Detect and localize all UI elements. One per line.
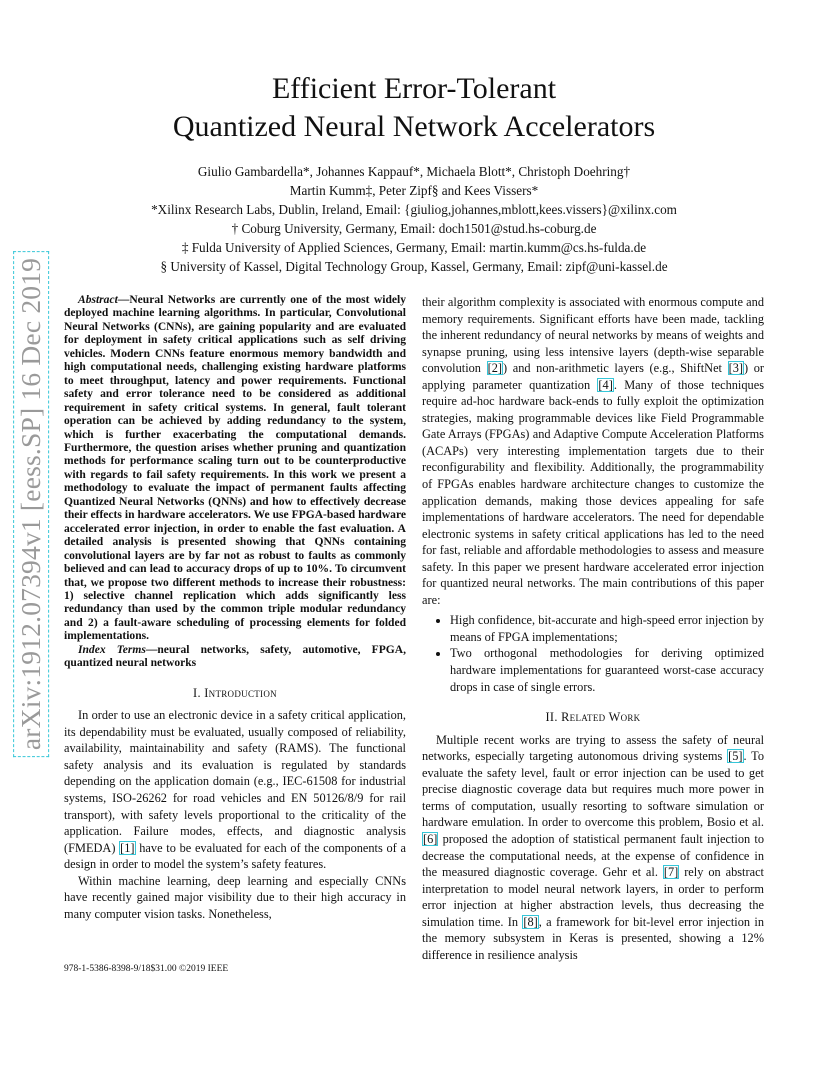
affiliation-4: § University of Kassel, Digital Technology Group, Kassel, Germany, Email: zipf@uni-kassel.de [160, 259, 668, 274]
section-heading-introduction [64, 685, 406, 702]
list-item: • Two orthogonal methodologies for deriving optimized hardware implementations for guaranteed worst-case accuracy drops in case of single errors. [450, 645, 764, 695]
arxiv-stamp-text[interactable]: arXiv:1912.07394v1 [eess.SP] 16 Dec 2019 [13, 251, 49, 757]
citation-link[interactable]: [7] [663, 865, 679, 880]
text-run: have to be evaluated for each of the components of a design in order to model the system’s safety features. [64, 840, 406, 872]
section-heading-related-work [422, 709, 764, 726]
intro-paragraph-2: Within machine learning, deep learning and especially CNNs have recently gained major visibility due to their high accuracy in many computer vision tasks. Nonetheless, [64, 873, 406, 921]
citation-link[interactable]: [6] [423, 831, 438, 846]
related-work-paragraph [422, 732, 764, 964]
text-run: Multiple recent works are trying to assess the safety of neural networks, especially targeting autonomous driving systems [422, 732, 764, 764]
text-run: . To evaluate the safety level, fault or error injection can be used to get precise diagnostic coverage data but requires much more power in terms of computation, usually resorting to software simulation or hardware emulation. In order to overcome this problem, Bosio et al. [422, 749, 764, 830]
text-run: rely on abstract interpretation to model neural network layers, in order to perform error injection at higher abstraction levels, thus decreasing the simulation time. In [422, 865, 764, 929]
text-run: , a framework for bit-level error injection in the memory subsystem in Keras is presented, showing a 12% difference in resilience analysis [422, 914, 764, 962]
text-run: . Many of those techniques require ad-hoc hardware back-ends to fully exploit the optimization strategies, making programmable devices like Field Programmable Gate Arrays (FPGAs) and Adaptive Compute Acceleration Platforms (ACAPs) very interesting implementation targets due to their reconfigurability and flexibility. Additionally, the programmability of FPGAs enables hardware architecture changes to customize the application demands, making those devices appealing for safe implementations of hardware accelerators. The need for dependable electronic systems in safety critical applications has led to the need for fast, reliable and affordable methodologies to assess and measure safety. In this paper we present hardware accelerated error injection for quantized neural networks. The main contributions of this paper are: [422, 377, 764, 607]
list-item: • High confidence, bit-accurate and high-speed error injection by means of FPGA implementations; [450, 612, 764, 645]
section-title: Related Work [561, 710, 641, 725]
right-column [422, 294, 764, 963]
affiliation-3: ‡ Fulda University of Applied Sciences, Germany, Email: martin.kumm@cs.hs-fulda.de [181, 240, 647, 255]
text-run: In order to use an electronic device in a safety critical application, its dependability must be evaluated, usually composed of reliability, availability, maintainability and safety (RAMS). The functional safety analysis and its evaluation is regulated by standards depending on the application domain (e.g., IEC-61508 for industrial systems, ISO-26262 for road vehicles and EN 50126/8/9 for rail transport), with safety levels proportional to the criticality of the application. Failure modes, effects, and diagnostic analysis (FMEDA) [64, 708, 406, 855]
title-line-2: Quantized Neural Network Accelerators [172, 110, 656, 143]
left-column [64, 294, 406, 922]
citation-link[interactable]: [3] [728, 361, 743, 376]
text-run: ) and non-arithmetic layers (e.g., ShiftNet [503, 361, 728, 376]
citation-link[interactable]: [8] [523, 914, 538, 929]
text-run: proposed the adoption of statistical permanent fault injection to decrease the computational needs, at the expense of confidence in the measured diagnostic coverage. Gehr et al. [422, 831, 764, 880]
abstract-text: —Neural Networks are currently one of the most widely deployed machine learning algorithms. In particular, Convolutional Neural Networks (CNNs), are gaining popularity and are evaluated for deployment in safety critical applications such as self driving vehicles. Modern CNNs feature enormous memory bandwidth and high computational needs, challenging existing hardware platforms to meet throughput, latency and power requirements. Functional safety and error tolerance need to be considered as additional requirement in safety critical systems. In general, fault tolerant operation can be achieved by adding redundancy to the system, which is further exacerbating the computational demands. Furthermore, the question arises whether pruning and quantization methods for performance scaling turn out to be counterproductive with regards to fail safety requirements. In this work we present a methodology to evaluate the impact of permanent faults affecting Quantized Neural Networks (QNNs) and how to effectively decrease their effects in hardware accelerators. We use FPGA-based hardware accelerated error injection, in order to enable the fast evaluation. A detailed analysis is presented showing that QNNs containing convolutional layers are by far not as robust to faults as commonly believed and can lead to accuracy drops of up to 10%. To circumvent that, we propose two different methods to increase their robustness: 1) selective channel replication which adds significantly less redundancy than used by the common triple modular redundancy and 2) a fault-aware scheduling of processing elements for folded implementations. [64, 294, 406, 643]
copyright-footer: 978-1-5386-8398-9/18$31.00 ©2019 IEEE [64, 964, 229, 974]
abstract [64, 294, 406, 644]
citation-link[interactable]: [2] [487, 361, 502, 376]
section-number: II. [545, 710, 558, 725]
arxiv-stamp [8, 254, 54, 754]
citation-link[interactable]: [4] [598, 377, 613, 392]
text-run: ) or applying parameter quantization [422, 361, 765, 392]
affiliation-2: † Coburg University, Germany, Email: doch1501@stud.hs-coburg.de [231, 221, 597, 236]
text-run: their algorithm complexity is associated with enormous compute and memory requirements. Significant efforts have been made, tackling the inherent redundancy of neural networks by means of weights and synapse pruning, using less intensive layers (depth-wise separable convolution [422, 295, 764, 376]
index-terms [64, 644, 406, 671]
abstract-label: Abstract [78, 294, 118, 306]
affiliation-1: *Xilinx Research Labs, Dublin, Ireland, Email: {giuliog,johannes,mblott,kees.vissers}@xilinx.com [151, 202, 677, 217]
intro-paragraph-1 [64, 707, 406, 872]
author-block [60, 162, 768, 276]
author-line-1: Giulio Gambardella*, Johannes Kappauf*, Michaela Blott*, Christoph Doehring† [197, 164, 631, 179]
intro-paragraph-3 [422, 294, 764, 608]
index-terms-text: —neural networks, safety, automotive, FPGA, quantized neural networks [64, 643, 406, 670]
section-number: I. [193, 685, 201, 700]
section-title: Introduction [204, 685, 277, 700]
citation-link[interactable]: [5] [728, 749, 743, 764]
author-line-2: Martin Kumm‡, Peter Zipf§ and Kees Vissers* [289, 183, 539, 198]
paper-title [60, 70, 768, 146]
index-terms-label: Index Terms [78, 643, 146, 656]
contributions-list [422, 612, 764, 695]
citation-link[interactable]: [1] [120, 840, 135, 855]
title-line-1: Efficient Error-Tolerant [271, 72, 557, 105]
